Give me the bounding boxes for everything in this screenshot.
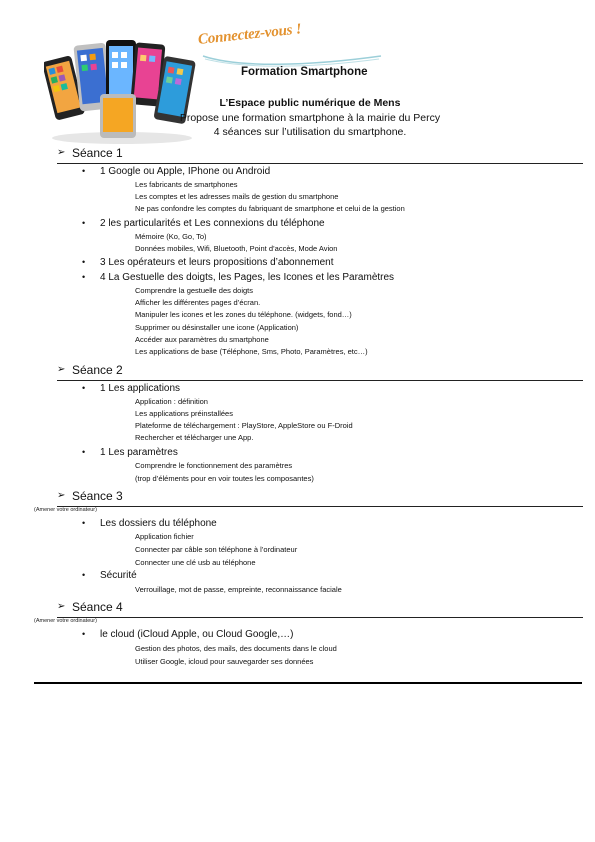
sub-item: Rechercher et télécharger une App.	[135, 433, 254, 442]
sub-item: Plateforme de téléchargement : PlayStore, AppleStore ou F-Droid	[135, 421, 353, 430]
connectez-vous-logo	[197, 21, 384, 70]
organizer-line: L’Espace public numérique de Mens	[219, 97, 401, 109]
bullet-icon: •	[82, 272, 86, 282]
bullet-icon: •	[82, 447, 86, 457]
bullet-icon: •	[82, 518, 86, 528]
session-label: Séance 4	[72, 600, 123, 614]
sub-item: Afficher les différentes pages d’écran.	[135, 298, 261, 307]
sub-item: Manipuler les icones et les zones du téléphone. (widgets, fond…)	[135, 310, 352, 319]
sub-item: Verrouillage, mot de passe, empreinte, reconnaissance faciale	[135, 585, 342, 594]
arrow-bullet-icon: ➢	[57, 601, 66, 612]
bullet-icon: •	[82, 629, 86, 639]
sub-item: Les comptes et les adresses mails de gestion du smartphone	[135, 192, 339, 201]
sub-item: Gestion des photos, des mails, des documents dans le cloud	[135, 644, 337, 653]
intro-block	[150, 96, 470, 140]
session-1-heading	[57, 147, 583, 164]
sub-item: Comprendre le fonctionnement des paramètres	[135, 461, 293, 470]
session-label: Séance 3	[72, 489, 123, 503]
bottom-divider	[34, 682, 582, 684]
session-3-heading	[57, 490, 583, 507]
intro-line-3: 4 séances sur l’utilisation du smartphone.	[213, 126, 407, 138]
sub-item: Connecter par câble son téléphone à l’ordinateur	[135, 545, 298, 554]
arrow-bullet-icon: ➢	[57, 147, 66, 158]
sub-item: Utiliser Google, icloud pour sauvegarder ses données	[135, 657, 314, 666]
bullet-icon: •	[82, 218, 86, 228]
intro-line-2: Propose une formation smartphone à la mairie du Percy	[179, 111, 441, 124]
bullet-icon: •	[82, 257, 86, 267]
sub-item: Application fichier	[135, 532, 194, 541]
session-label: Séance 2	[72, 363, 123, 377]
sub-item: Supprimer ou désinstaller une icone (Application)	[135, 323, 299, 332]
sub-item: Connecter une clé usb au téléphone	[135, 558, 256, 567]
sub-item: Les applications préinstallées	[135, 409, 233, 418]
sub-item: Ne pas confondre les comptes du fabriquant de smartphone et celui de la gestion	[135, 204, 405, 213]
sub-item: Comprendre la gestuelle des doigts	[135, 286, 253, 295]
session-note: (Amener votre ordinateur)	[34, 507, 97, 513]
session-2-heading	[57, 364, 583, 381]
arrow-bullet-icon: ➢	[57, 364, 66, 375]
logo-text: Connectez-vous !	[197, 21, 303, 49]
sub-item: Les fabricants de smartphones	[135, 180, 238, 189]
session-4-heading	[57, 601, 583, 618]
sub-item: Accéder aux paramètres du smartphone	[135, 335, 269, 344]
sub-item: Les applications de base (Téléphone, Sms, Photo, Paramètres, etc…)	[135, 347, 368, 356]
document-title: Formation Smartphone	[241, 66, 368, 78]
sub-item: Mémoire (Ko, Go, To)	[135, 232, 207, 241]
session-label: Séance 1	[72, 146, 123, 160]
bullet-icon: •	[82, 570, 86, 580]
sub-item: Données mobiles, Wifi, Bluetooth, Point d’accès, Mode Avion	[135, 244, 338, 253]
sub-item: Application : définition	[135, 397, 208, 406]
bullet-icon: •	[82, 383, 86, 393]
bullet-icon: •	[82, 166, 86, 176]
session-note: (Amener votre ordinateur)	[34, 618, 97, 624]
sub-item: (trop d’éléments pour en voir toutes les composantes)	[135, 474, 314, 483]
arrow-bullet-icon: ➢	[57, 490, 66, 501]
